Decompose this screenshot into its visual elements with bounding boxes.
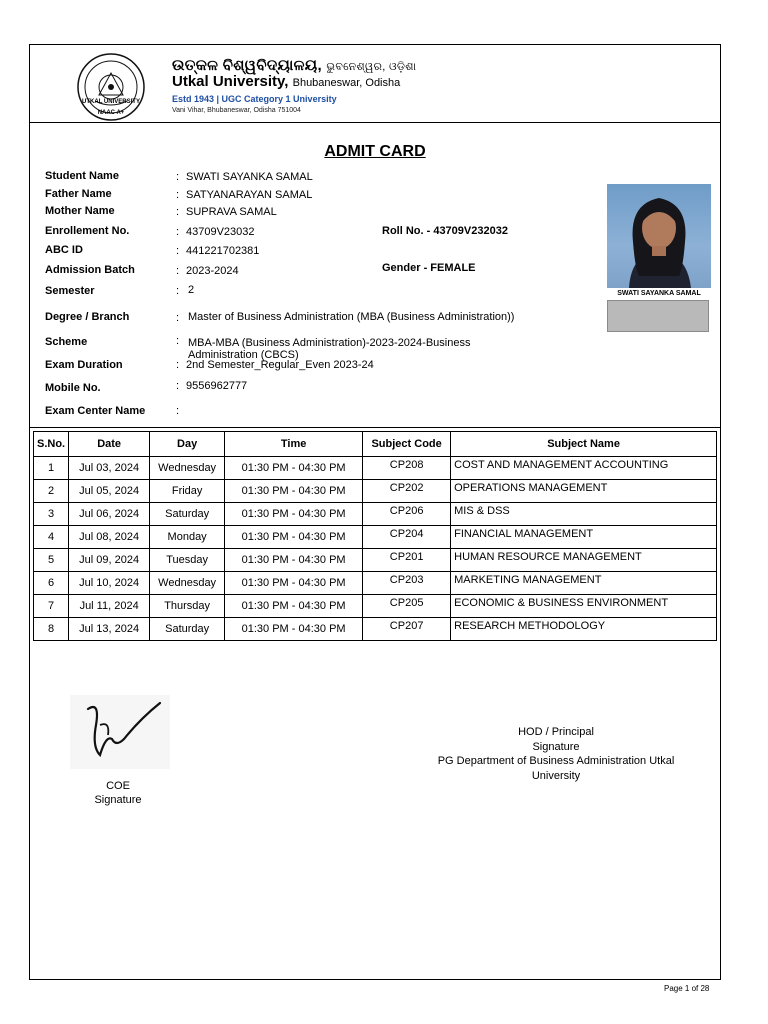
- table-row: [34, 572, 717, 595]
- cell-date: Jul 13, 2024: [69, 618, 150, 641]
- colon: :: [176, 265, 180, 277]
- table-row: [34, 457, 717, 480]
- header-subject-name: Subject Name: [451, 432, 717, 457]
- header-day: Day: [150, 432, 225, 457]
- colon: :: [176, 380, 180, 392]
- student-photo-illustration: [607, 184, 711, 288]
- student-signature-image: [607, 300, 709, 332]
- cell-subject-code: CP203: [363, 572, 451, 595]
- degree-value: Master of Business Administration (MBA (Business Administration)): [188, 311, 515, 323]
- colon: :: [176, 405, 180, 417]
- colon: :: [176, 171, 180, 183]
- header-sno: S.No.: [34, 432, 69, 457]
- cell-date: Jul 06, 2024: [69, 503, 150, 526]
- mother-name-label: Mother Name: [45, 205, 115, 217]
- colon: :: [176, 245, 180, 257]
- cell-time: 01:30 PM - 04:30 PM: [225, 549, 363, 572]
- abc-id-value: 441221702381: [186, 245, 260, 257]
- cell-sno: 8: [34, 618, 69, 641]
- mobile-label: Mobile No.: [45, 382, 101, 394]
- semester-value: 2: [188, 284, 195, 296]
- cell-time: 01:30 PM - 04:30 PM: [225, 457, 363, 480]
- student-name-value: SWATI SAYANKA SAMAL: [186, 171, 313, 183]
- enrollment-label: Enrollement No.: [45, 225, 130, 237]
- cell-day: Thursday: [150, 595, 225, 618]
- cell-time: 01:30 PM - 04:30 PM: [225, 572, 363, 595]
- cell-sno: 7: [34, 595, 69, 618]
- abc-id-label: ABC ID: [45, 244, 83, 256]
- header-date: Date: [69, 432, 150, 457]
- cell-day: Friday: [150, 480, 225, 503]
- page-title: ADMIT CARD: [324, 143, 426, 160]
- mother-name-value: SUPRAVA SAMAL: [186, 206, 277, 218]
- cell-sno: 4: [34, 526, 69, 549]
- exam-duration-label: Exam Duration: [45, 359, 123, 371]
- cell-date: Jul 10, 2024: [69, 572, 150, 595]
- batch-value: 2023-2024: [186, 265, 239, 277]
- roll-number: Roll No. - 43709V232032: [382, 225, 508, 237]
- cell-subject-name: RESEARCH METHODOLOGY: [451, 618, 717, 641]
- cell-date: Jul 08, 2024: [69, 526, 150, 549]
- hod-signature-block: HOD / Principal Signature PG Department of Business Administration Utkal University: [437, 726, 675, 782]
- table-row: [34, 480, 717, 503]
- semester-label: Semester: [45, 285, 95, 297]
- cell-subject-name: FINANCIAL MANAGEMENT: [451, 526, 717, 549]
- enrollment-value: 43709V23032: [186, 226, 255, 238]
- table-row: [34, 503, 717, 526]
- cell-subject-name: HUMAN RESOURCE MANAGEMENT: [451, 549, 717, 572]
- cell-day: Tuesday: [150, 549, 225, 572]
- cell-day: Wednesday: [150, 457, 225, 480]
- batch-label: Admission Batch: [45, 264, 135, 276]
- student-name-label: Student Name: [45, 170, 119, 182]
- table-header-row: [34, 432, 717, 457]
- cell-subject-code: CP204: [363, 526, 451, 549]
- student-photo: [607, 184, 711, 288]
- cell-day: Saturday: [150, 503, 225, 526]
- table-row: [34, 595, 717, 618]
- university-address: Vani Vihar, Bhubaneswar, Odisha 751004: [172, 107, 301, 114]
- cell-subject-name: MIS & DSS: [451, 503, 717, 526]
- table-row: [34, 526, 717, 549]
- coe-signature-image: [70, 695, 170, 769]
- colon: :: [176, 285, 180, 297]
- exam-schedule-table: [33, 431, 717, 641]
- scheme-label: Scheme: [45, 336, 88, 348]
- colon: :: [176, 189, 180, 201]
- page-number: Page 1 of 28: [664, 984, 710, 993]
- cell-subject-code: CP205: [363, 595, 451, 618]
- coe-signature-label: COE Signature: [94, 780, 142, 806]
- cell-date: Jul 11, 2024: [69, 595, 150, 618]
- header-divider: [30, 122, 720, 123]
- university-name: Utkal University, Bhubaneswar, Odisha: [172, 73, 401, 90]
- cell-subject-code: CP202: [363, 480, 451, 503]
- cell-subject-code: CP207: [363, 618, 451, 641]
- cell-time: 01:30 PM - 04:30 PM: [225, 526, 363, 549]
- gender: Gender - FEMALE: [382, 262, 476, 274]
- university-tagline: Estd 1943 | UGC Category 1 University: [172, 94, 337, 104]
- header-subject-code: Subject Code: [363, 432, 451, 457]
- cell-date: Jul 03, 2024: [69, 457, 150, 480]
- cell-sno: 1: [34, 457, 69, 480]
- cell-subject-name: OPERATIONS MANAGEMENT: [451, 480, 717, 503]
- degree-label: Degree / Branch: [45, 311, 130, 323]
- cell-day: Wednesday: [150, 572, 225, 595]
- details-divider: [30, 427, 720, 428]
- colon: :: [176, 312, 180, 324]
- naac-grade: NAAC A+: [97, 110, 125, 116]
- cell-subject-code: CP201: [363, 549, 451, 572]
- cell-sno: 2: [34, 480, 69, 503]
- university-name-odia: ଉତ୍କଳ ବିଶ୍ୱବିଦ୍ୟାଳୟ, ଭୁବନେଶ୍ୱର, ଓଡ଼ିଶା: [172, 57, 417, 74]
- scheme-value: MBA-MBA (Business Administration)-2023-2024-Business Administration (CBCS): [188, 337, 471, 361]
- cell-day: Monday: [150, 526, 225, 549]
- exam-center-label: Exam Center Name: [45, 405, 146, 417]
- cell-subject-code: CP208: [363, 457, 451, 480]
- cell-day: Saturday: [150, 618, 225, 641]
- cell-subject-name: ECONOMIC & BUSINESS ENVIRONMENT: [451, 595, 717, 618]
- cell-time: 01:30 PM - 04:30 PM: [225, 618, 363, 641]
- cell-subject-name: MARKETING MANAGEMENT: [451, 572, 717, 595]
- logo-label: UTKAL UNIVERSITY: [82, 99, 140, 105]
- mobile-value: 9556962777: [186, 380, 248, 392]
- header-time: Time: [225, 432, 363, 457]
- cell-subject-code: CP206: [363, 503, 451, 526]
- cell-time: 01:30 PM - 04:30 PM: [225, 595, 363, 618]
- cell-time: 01:30 PM - 04:30 PM: [225, 480, 363, 503]
- cell-date: Jul 09, 2024: [69, 549, 150, 572]
- cell-sno: 3: [34, 503, 69, 526]
- colon: :: [176, 335, 180, 347]
- cell-sno: 6: [34, 572, 69, 595]
- father-name-value: SATYANARAYAN SAMAL: [186, 189, 313, 201]
- colon: :: [176, 359, 180, 371]
- table-row: [34, 549, 717, 572]
- colon: :: [176, 226, 180, 238]
- exam-duration-value: 2nd Semester_Regular_Even 2023-24: [186, 359, 374, 371]
- table-row: [34, 618, 717, 641]
- cell-subject-name: COST AND MANAGEMENT ACCOUNTING: [451, 457, 717, 480]
- cell-date: Jul 05, 2024: [69, 480, 150, 503]
- photo-caption: SWATI SAYANKA SAMAL: [617, 290, 701, 297]
- admit-card-frame: [29, 44, 721, 980]
- cell-time: 01:30 PM - 04:30 PM: [225, 503, 363, 526]
- cell-sno: 5: [34, 549, 69, 572]
- father-name-label: Father Name: [45, 188, 112, 200]
- colon: :: [176, 206, 180, 218]
